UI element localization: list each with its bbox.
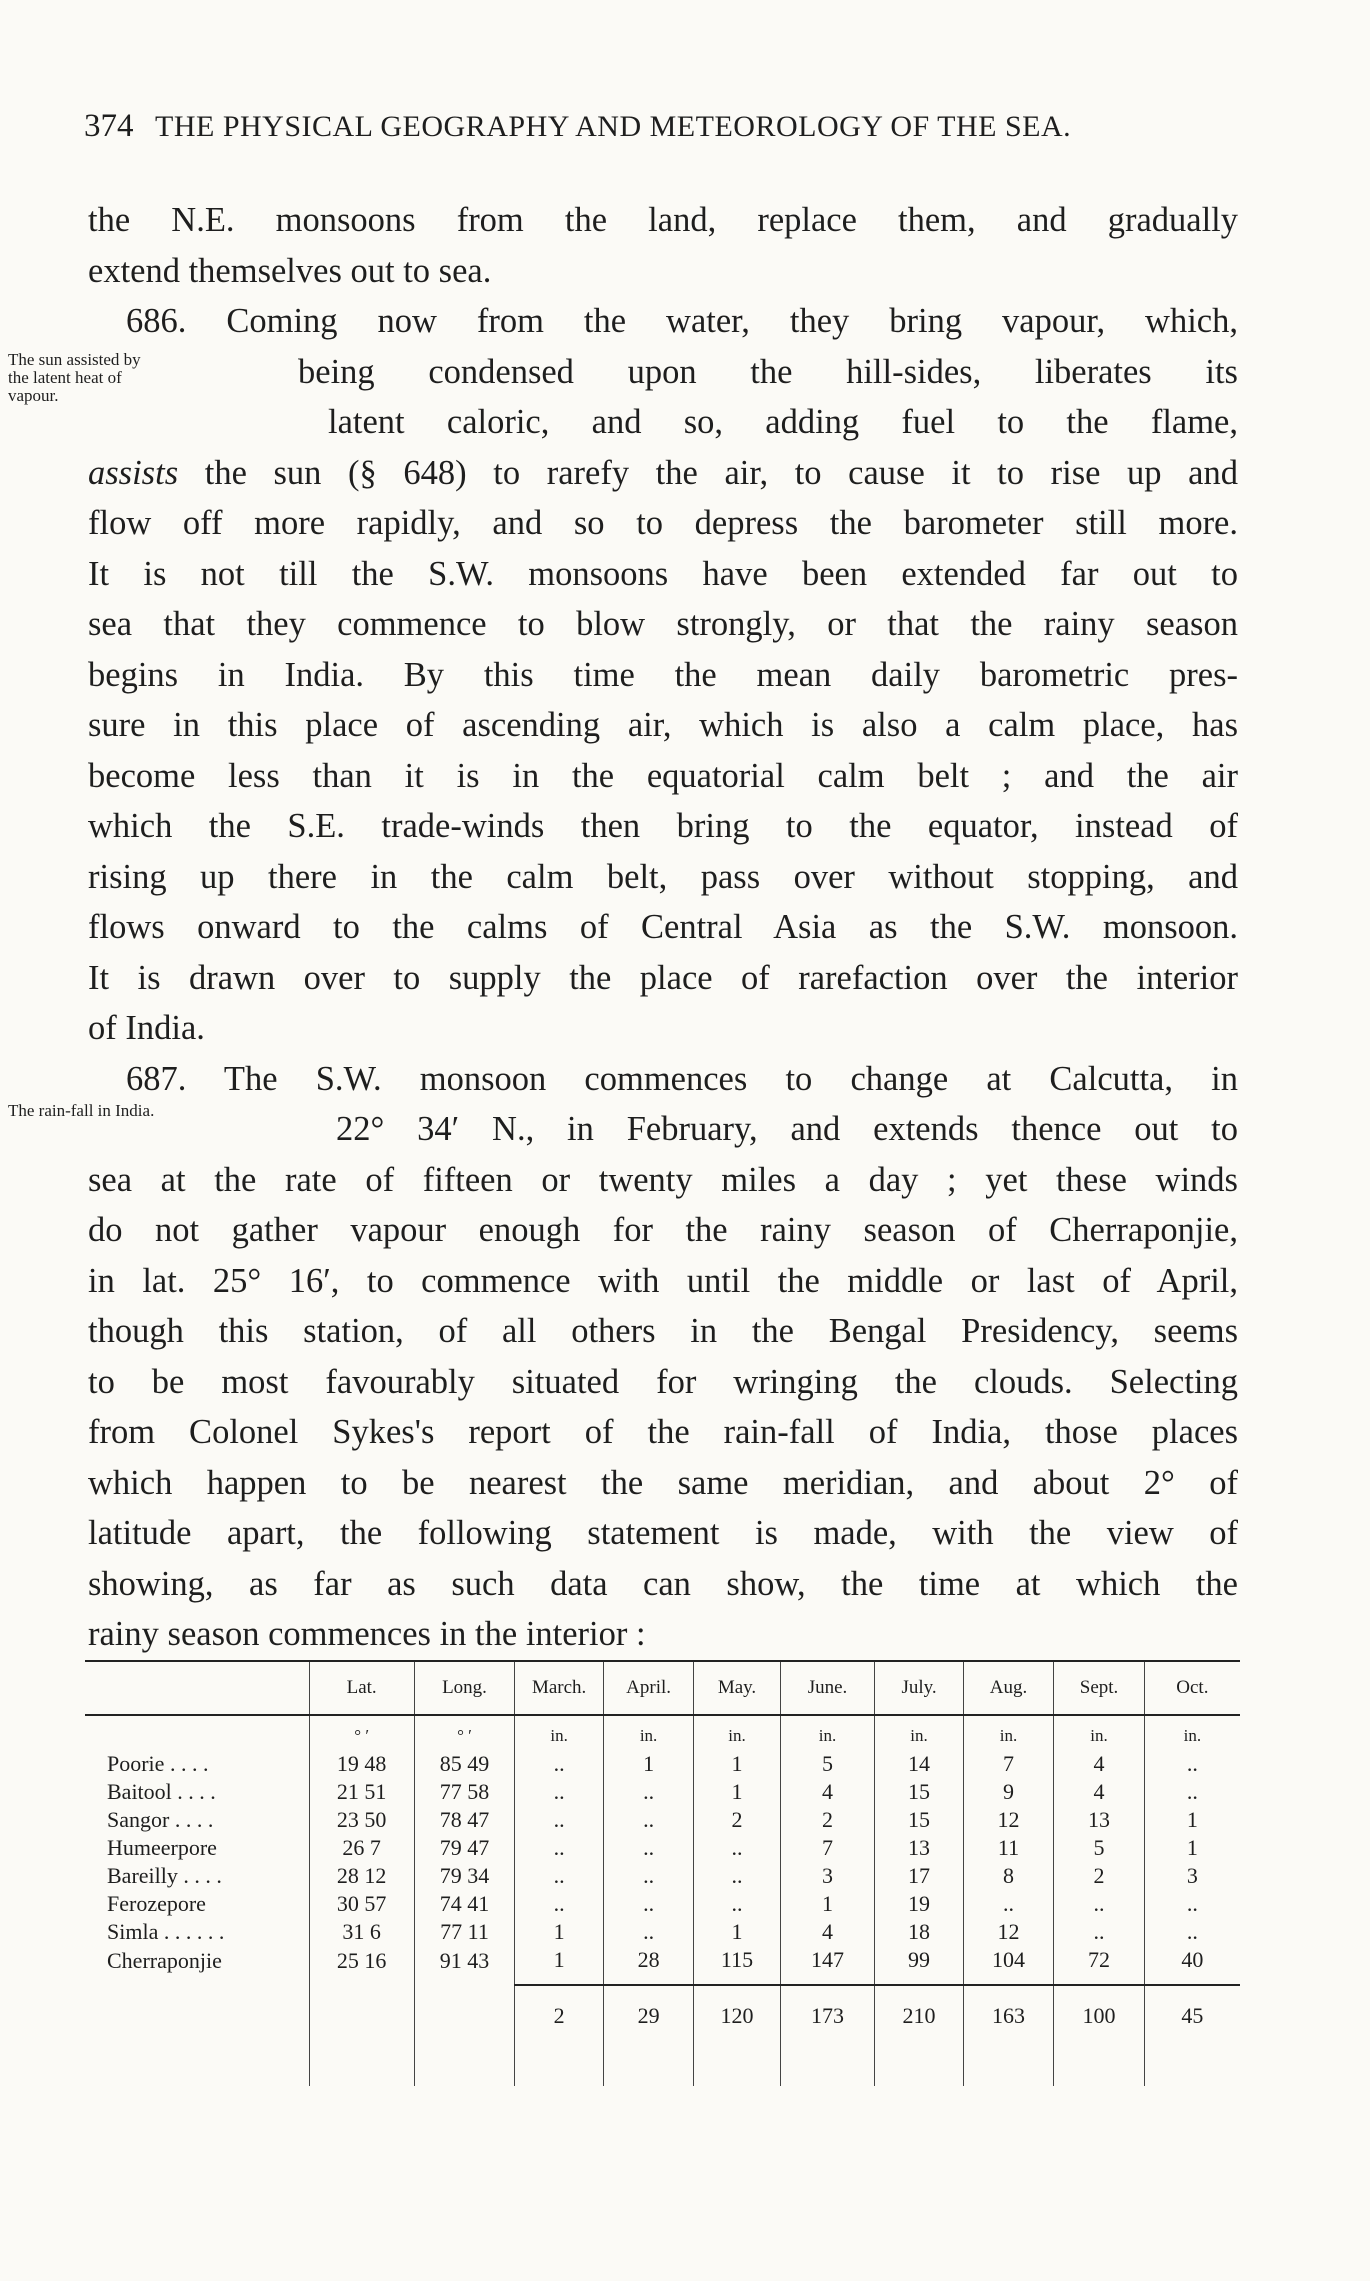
text-line: in lat. 25° 16′, to commence with until the middle or last of April,	[88, 1261, 1238, 1300]
table-cell: 3	[1144, 1862, 1240, 1890]
sidenote-sun-assisted: The sun assisted by the latent heat of vapour.	[8, 350, 141, 405]
table-cell: 28 12	[309, 1862, 414, 1890]
table-row	[85, 1862, 1240, 1890]
column-header: April.	[603, 1661, 694, 1715]
table-cell: 72	[1054, 1946, 1145, 1985]
text-line: latent caloric, and so, adding fuel to the flame,	[328, 403, 1238, 441]
text-line: rainy season commences in the interior :	[88, 1615, 646, 1653]
table-cell: 8	[963, 1862, 1054, 1890]
text-line: of India.	[88, 1009, 205, 1047]
emphasis-assists: assists	[88, 453, 179, 492]
unit-cell: ° ′	[309, 1715, 414, 1750]
total-cell: 120	[694, 1985, 780, 2046]
spacer-cell	[515, 2046, 603, 2086]
station-name-cell: Humeerpore	[107, 1835, 217, 1860]
table-cell: ..	[963, 1890, 1054, 1918]
station-name-cell: Poorie . . . .	[107, 1751, 209, 1776]
text-line: sure in this place of ascending air, which is also a calm place, has	[88, 706, 1238, 744]
table-cell: 77 58	[414, 1778, 515, 1806]
text-line: which the S.E. trade-winds then bring to the equator, instead of	[88, 807, 1238, 845]
total-cell: 29	[603, 1985, 694, 2046]
table-cell: 21 51	[309, 1778, 414, 1806]
table-cell: 14	[875, 1750, 963, 1778]
station-name-cell: Cherraponjie	[107, 1947, 222, 1973]
table-cell: ..	[603, 1778, 694, 1806]
text-line: assists the sun (§ 648) to rarefy the air, to cause it to rise up and	[88, 453, 1238, 492]
table-cell: 25 16	[309, 1946, 414, 1985]
table-cell: 13	[1054, 1806, 1145, 1834]
table-cell: 11	[963, 1834, 1054, 1862]
text-line: showing, as far as such data can show, the time at which the	[88, 1564, 1238, 1603]
table-cell: 91 43	[414, 1946, 515, 1985]
table-cell: 4	[780, 1918, 875, 1946]
table-cell: 9	[963, 1778, 1054, 1806]
table-cell: ..	[1144, 1750, 1240, 1778]
table-cell: 1	[694, 1918, 780, 1946]
table-cell: 104	[963, 1946, 1054, 1985]
table-cell: ..	[1144, 1890, 1240, 1918]
text-line: It is not till the S.W. monsoons have been extended far out to	[88, 554, 1238, 593]
table-cell: 19	[875, 1890, 963, 1918]
table-cell: ..	[694, 1862, 780, 1890]
unit-cell: in.	[694, 1715, 780, 1750]
table-cell: 18	[875, 1918, 963, 1946]
table-cell: 4	[780, 1778, 875, 1806]
text-line: do not gather vapour enough for the rainy season of Cherraponjie,	[88, 1211, 1238, 1249]
table-cell: 5	[780, 1750, 875, 1778]
table-cell: 23 50	[309, 1806, 414, 1834]
table-cell: ..	[515, 1890, 603, 1918]
table-cell: 3	[780, 1862, 875, 1890]
table-cell: 2	[694, 1806, 780, 1834]
spacer-cell	[85, 2046, 309, 2086]
table-row	[85, 1778, 1240, 1806]
sidenote-rain-fall: The rain-fall in India.	[8, 1101, 155, 1120]
table-cell: 30 57	[309, 1890, 414, 1918]
table-cell: 2	[1054, 1862, 1145, 1890]
table-cell: 12	[963, 1806, 1054, 1834]
text-line: the N.E. monsoons from the land, replace them, and gradually	[88, 201, 1238, 239]
table-cell: 1	[694, 1778, 780, 1806]
units-row	[85, 1715, 1240, 1750]
column-header: Long.	[414, 1661, 515, 1715]
paragraph-687-start: 687. The S.W. monsoon commences to change at Calcutta, in	[126, 1059, 1238, 1098]
totals-row	[85, 1985, 1240, 2046]
column-header: March.	[515, 1661, 603, 1715]
table-cell: ..	[603, 1862, 694, 1890]
unit-cell: in.	[963, 1715, 1054, 1750]
table-cell: ..	[1144, 1778, 1240, 1806]
column-header: Aug.	[963, 1661, 1054, 1715]
table-cell: ..	[515, 1834, 603, 1862]
table-cell: 31 6	[309, 1918, 414, 1946]
table-cell: ..	[515, 1862, 603, 1890]
body-text	[88, 195, 1238, 1660]
table-cell: 1	[603, 1750, 694, 1778]
table-row	[85, 1890, 1240, 1918]
text-line: extend themselves out to sea.	[88, 251, 492, 290]
unit-cell: in.	[875, 1715, 963, 1750]
spacer-cell	[414, 2046, 515, 2086]
paragraph-686-start: 686. Coming now from the water, they bring vapour, which,	[126, 302, 1238, 340]
table-cell: ..	[603, 1834, 694, 1862]
table-cell: 40	[1144, 1946, 1240, 1985]
total-cell: 45	[1144, 1985, 1240, 2046]
table-cell: 17	[875, 1862, 963, 1890]
table-cell: 7	[780, 1834, 875, 1862]
table-cell: ..	[515, 1750, 603, 1778]
text-line: rising up there in the calm belt, pass over without stopping, and	[88, 857, 1238, 896]
table-cell: 2	[780, 1806, 875, 1834]
column-header: June.	[780, 1661, 875, 1715]
column-header: May.	[694, 1661, 780, 1715]
column-header	[85, 1661, 309, 1715]
text-line: though this station, of all others in the Bengal Presidency, seems	[88, 1312, 1238, 1350]
text-line: from Colonel Sykes's report of the rain-fall of India, those places	[88, 1413, 1238, 1451]
spacer-cell	[1054, 2046, 1145, 2086]
text-line: sea that they commence to blow strongly, or that the rainy season	[88, 605, 1238, 643]
station-name-cell: Ferozepore	[107, 1891, 206, 1916]
text-line: latitude apart, the following statement is made, with the view of	[88, 1514, 1238, 1552]
column-header: July.	[875, 1661, 963, 1715]
table-cell: ..	[603, 1806, 694, 1834]
text-line: which happen to be nearest the same meridian, and about 2° of	[88, 1463, 1238, 1502]
table-body	[85, 1750, 1240, 1985]
total-cell: 100	[1054, 1985, 1145, 2046]
table-cell: 4	[1054, 1750, 1145, 1778]
spacer-cell	[780, 2046, 875, 2086]
table-cell: ..	[1054, 1890, 1145, 1918]
text-line: being condensed upon the hill-sides, liberates its	[298, 352, 1238, 391]
text-line: 22° 34′ N., in February, and extends thence out to	[336, 1110, 1238, 1148]
spacer-cell	[875, 2046, 963, 2086]
running-title: THE PHYSICAL GEOGRAPHY AND METEOROLOGY OF THE SEA.	[155, 110, 1072, 143]
spacer-cell	[963, 2046, 1054, 2086]
unit-cell: in.	[780, 1715, 875, 1750]
table-cell: ..	[515, 1806, 603, 1834]
table-cell: 26 7	[309, 1834, 414, 1862]
table-cell: 1	[694, 1750, 780, 1778]
table-cell: ..	[1144, 1918, 1240, 1946]
unit-cell: in.	[1144, 1715, 1240, 1750]
table-cell: 12	[963, 1918, 1054, 1946]
table-row	[85, 1806, 1240, 1834]
station-name-cell: Bareilly . . . .	[107, 1863, 222, 1888]
table-cell: 77 11	[414, 1918, 515, 1946]
spacer-cell	[1144, 2046, 1240, 2086]
totals-blank-cell	[414, 1985, 515, 2046]
table-cell: 1	[515, 1946, 603, 1985]
unit-cell: in.	[1054, 1715, 1145, 1750]
column-header: Oct.	[1144, 1661, 1240, 1715]
table-cell: 74 41	[414, 1890, 515, 1918]
table-cell: 85 49	[414, 1750, 515, 1778]
text-line: to be most favourably situated for wringing the clouds. Selecting	[88, 1362, 1238, 1401]
spacer-cell	[603, 2046, 694, 2086]
text-line: It is drawn over to supply the place of rarefaction over the interior	[88, 958, 1238, 997]
table-cell: ..	[1054, 1918, 1145, 1946]
station-name-cell: Sangor . . . .	[107, 1807, 214, 1832]
table-cell: 5	[1054, 1834, 1145, 1862]
table-cell: 1	[780, 1890, 875, 1918]
text-line: sea at the rate of fifteen or twenty miles a day ; yet these winds	[88, 1160, 1238, 1199]
table-cell: ..	[694, 1890, 780, 1918]
table-cell: 15	[875, 1778, 963, 1806]
total-cell: 2	[515, 1985, 603, 2046]
table-cell: ..	[603, 1918, 694, 1946]
unit-cell: in.	[515, 1715, 603, 1750]
text-line: begins in India. By this time the mean daily barometric pres-	[88, 655, 1238, 694]
text-line: flow off more rapidly, and so to depress the barometer still more.	[88, 504, 1238, 542]
station-name-cell: Simla . . . . . .	[107, 1919, 225, 1944]
table-cell: ..	[603, 1890, 694, 1918]
table-cell: 115	[694, 1946, 780, 1985]
table-cell: 19 48	[309, 1750, 414, 1778]
table-header-row	[85, 1661, 1240, 1715]
table-row	[85, 1946, 1240, 1985]
table-row	[85, 1918, 1240, 1946]
text-line: flows onward to the calms of Central Asia as the S.W. monsoon.	[88, 908, 1238, 946]
total-cell: 163	[963, 1985, 1054, 2046]
table-end-row	[85, 2046, 1240, 2086]
table-cell: 15	[875, 1806, 963, 1834]
total-cell: 173	[780, 1985, 875, 2046]
table-row	[85, 1834, 1240, 1862]
table-cell: 99	[875, 1946, 963, 1985]
totals-label-cell	[85, 1985, 309, 2046]
table-cell: 78 47	[414, 1806, 515, 1834]
station-name-cell: Baitool . . . .	[107, 1779, 216, 1804]
table-cell: 7	[963, 1750, 1054, 1778]
table-cell: 79 47	[414, 1834, 515, 1862]
page-number: 374	[84, 108, 134, 144]
table-cell: 13	[875, 1834, 963, 1862]
totals-blank-cell	[309, 1985, 414, 2046]
table-cell: 4	[1054, 1778, 1145, 1806]
spacer-cell	[694, 2046, 780, 2086]
table-cell: ..	[694, 1834, 780, 1862]
table-cell: ..	[515, 1778, 603, 1806]
table-cell: 1	[1144, 1834, 1240, 1862]
unit-cell: in.	[603, 1715, 694, 1750]
unit-cell: ° ′	[414, 1715, 515, 1750]
column-header: Sept.	[1054, 1661, 1145, 1715]
total-cell: 210	[875, 1985, 963, 2046]
running-header	[84, 108, 1284, 145]
table-cell: 28	[603, 1946, 694, 1985]
unit-cell	[85, 1715, 309, 1750]
table-cell: 1	[1144, 1806, 1240, 1834]
text-line: become less than it is in the equatorial calm belt ; and the air	[88, 756, 1238, 795]
spacer-cell	[309, 2046, 414, 2086]
column-header: Lat.	[309, 1661, 414, 1715]
table-cell: 147	[780, 1946, 875, 1985]
table-row	[85, 1750, 1240, 1778]
table-cell: 1	[515, 1918, 603, 1946]
table-cell: 79 34	[414, 1862, 515, 1890]
rainfall-table	[85, 1660, 1240, 2086]
